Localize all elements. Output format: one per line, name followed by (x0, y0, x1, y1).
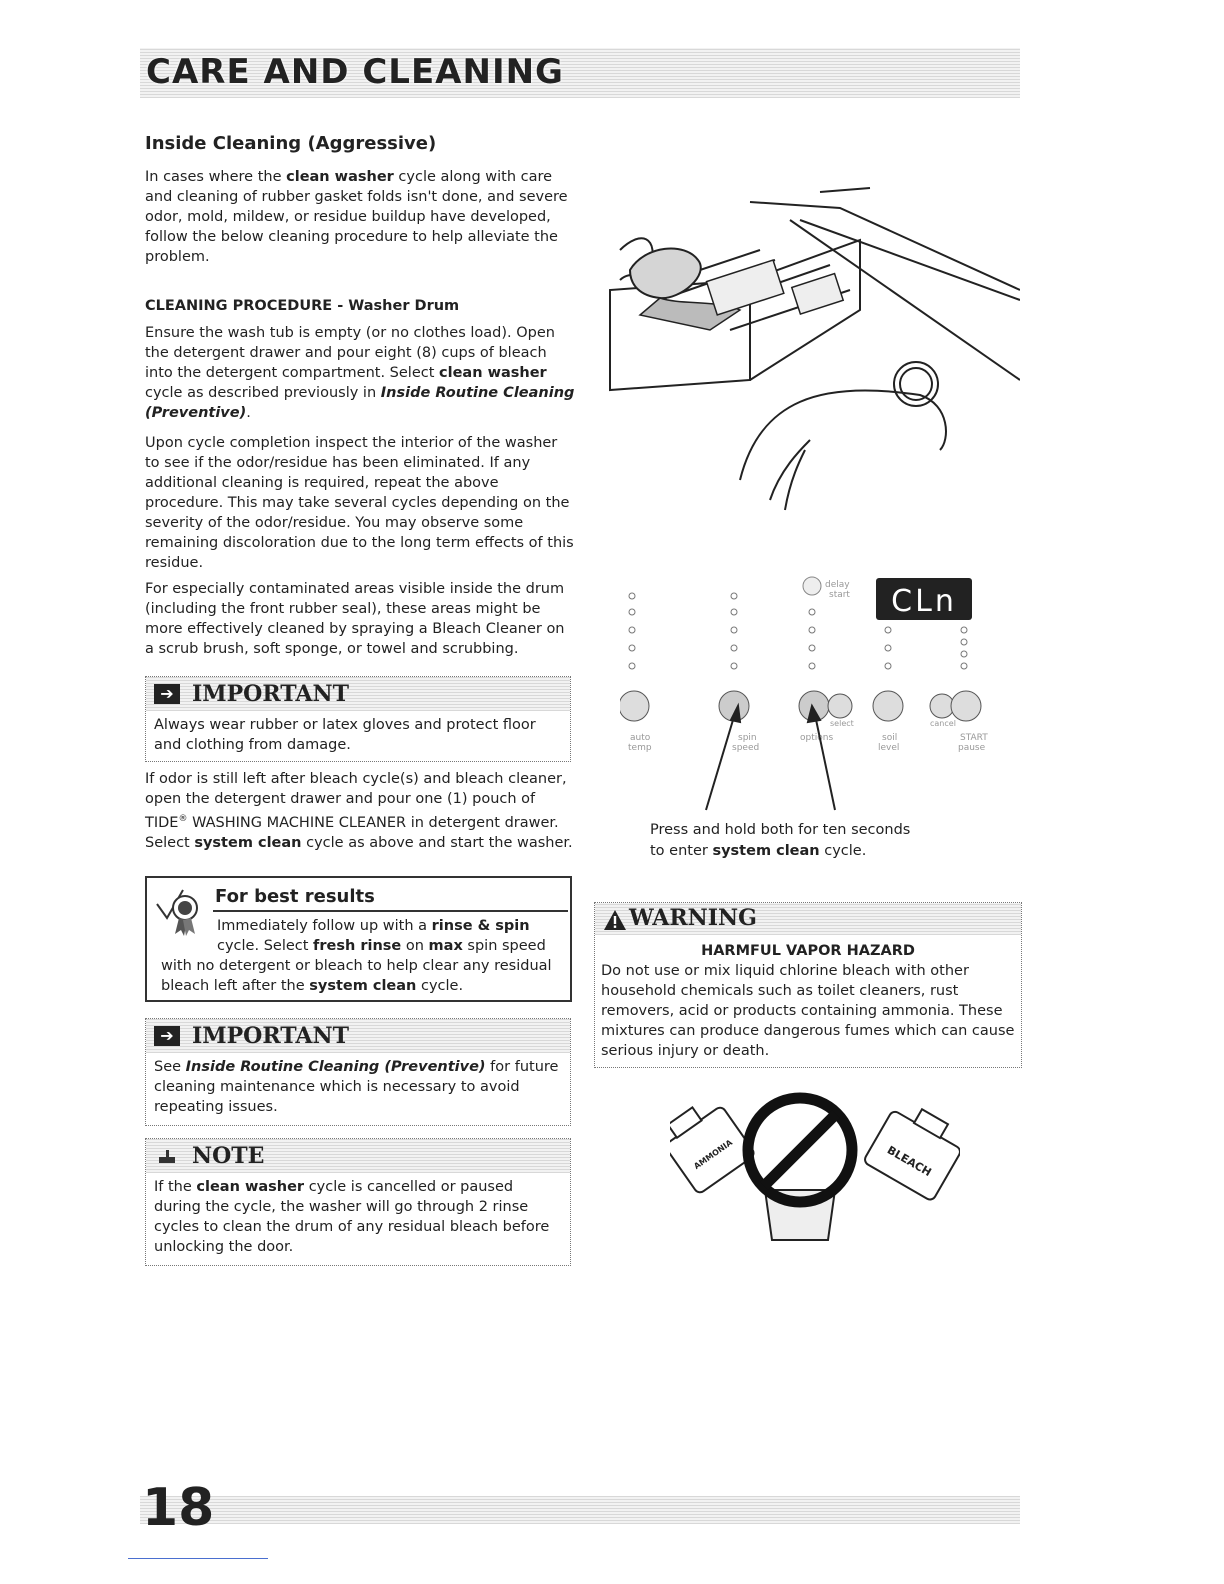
ribbon-check-icon (153, 884, 209, 940)
note-text: If the clean washer cycle is cancelled or paused during the cycle, the washer will go through 2 rinse cycles to clean the drum of any residual bleach before unlocking the door. (154, 1179, 550, 1255)
auto-temp-button[interactable] (620, 691, 649, 721)
warning-text: Do not use or mix liquid chlorine bleach with other household chemicals such as toilet cleaners, rust removers, acid or products containing ammonia. These mixtures can produce dangerous fumes which can cause serious injury or death. (601, 963, 1015, 1059)
no-mixing-chemicals-illustration (670, 1080, 960, 1250)
bleach-label: BLEACH (884, 1143, 934, 1180)
page-number: 18 (142, 1478, 215, 1538)
procedure-paragraph-3: For especially contaminated areas visible inside the drum (including the front rubber seal), these areas might be more effectively cleaned by spraying a Bleach Cleaner on a scrub brush, soft sponge, or towel and scrubbing. (145, 581, 565, 657)
important-box-1 (145, 676, 571, 762)
level-label: level (878, 743, 900, 753)
page-header (140, 48, 1020, 98)
select-button[interactable] (828, 694, 852, 718)
note-label: NOTE (192, 1143, 265, 1169)
detergent-drawer-illustration (600, 180, 1020, 530)
caption-line-1: Press and hold both for ten seconds (650, 822, 911, 838)
note-header (146, 1139, 570, 1173)
warning-label: WARNING (629, 905, 757, 931)
arrow-right-icon: ➔ (154, 1026, 180, 1046)
best-results-box (145, 876, 572, 1002)
best-results-text-2: with no detergent or bleach to help clear any residual bleach left after the system clean cycle. (161, 958, 552, 994)
odor-paragraph: If odor is still left after bleach cycle(s) and bleach cleaner, open the detergent drawer and pour one (1) pouch of TIDE® WASHING MACHINE CLEANER in detergent drawer. Select system clean cycle as above and start the washer. (145, 771, 573, 851)
control-panel-illustration (620, 570, 1020, 815)
panel-caption (650, 820, 950, 862)
soil-level-button[interactable] (873, 691, 903, 721)
select-label: select (830, 719, 854, 728)
important-header (146, 1019, 570, 1053)
important-text: Always wear rubber or latex gloves and protect floor and clothing from damage. (154, 717, 536, 753)
start-pause-button[interactable] (951, 691, 981, 721)
arrow-right-icon: ➔ (154, 684, 180, 704)
footer-bar (140, 1496, 1020, 1524)
section-heading: Inside Cleaning (Aggressive) (145, 133, 437, 154)
important-box-2 (145, 1018, 571, 1126)
divider (213, 910, 568, 912)
cancel-label: cancel (930, 719, 956, 728)
soil-label: soil (882, 733, 898, 743)
procedure-heading: CLEANING PROCEDURE - Washer Drum (145, 298, 460, 314)
best-results-title: For best results (215, 886, 375, 907)
start-label: start (829, 590, 850, 600)
temp-label: temp (628, 743, 652, 753)
important-text: See Inside Routine Cleaning (Preventive) for future cleaning maintenance which is necessary to avoid repeating issues. (154, 1059, 559, 1115)
ammonia-label: AMMONIA (692, 1137, 735, 1172)
caption-line-2: to enter system clean cycle. (650, 843, 867, 859)
best-results-text-1: Immediately follow up with a rinse & spin cycle. Select fresh rinse on max spin speed (217, 918, 546, 954)
warning-triangle-icon (603, 909, 627, 931)
footer-divider (128, 1558, 268, 1559)
important-label: IMPORTANT (192, 681, 349, 707)
start-label: START (960, 733, 988, 743)
page-title: CARE AND CLEANING (146, 52, 564, 92)
pointing-hand-icon (156, 1145, 178, 1167)
auto-label: auto (630, 733, 651, 743)
cancel-button[interactable] (930, 694, 954, 718)
warning-box (594, 902, 1022, 1068)
delay-label: delay (825, 580, 850, 590)
spin-label: spin (738, 733, 757, 743)
important-label: IMPORTANT (192, 1023, 349, 1049)
pause-label: pause (958, 743, 986, 753)
procedure-paragraph-1: Ensure the wash tub is empty (or no clothes load). Open the detergent drawer and pour eight (8) cups of bleach into the detergent compartment. Select clean washer cycle as described previously in Inside Routine Cleaning (Preventive). (145, 325, 575, 421)
important-header (146, 677, 570, 711)
speed-label: speed (732, 743, 760, 753)
display-text: CLn (891, 584, 957, 619)
warning-subtitle: HARMFUL VAPOR HAZARD (701, 943, 915, 959)
procedure-paragraph-2: Upon cycle completion inspect the interior of the washer to see if the odor/residue has been eliminated. If any additional cleaning is required, repeat the above procedure. This may take several cycles depending on the severity of the odor/residue. You may observe some remaining discoloration due to the long term effects of this residue. (145, 435, 574, 571)
warning-header (595, 903, 1021, 935)
note-box (145, 1138, 571, 1266)
intro-paragraph: In cases where the clean washer cycle along with care and cleaning of rubber gasket folds isn't done, and severe odor, mold, mildew, or residue buildup have developed, follow the below cleaning procedure to help alleviate the problem. (145, 169, 568, 265)
options-label: options (800, 733, 834, 743)
